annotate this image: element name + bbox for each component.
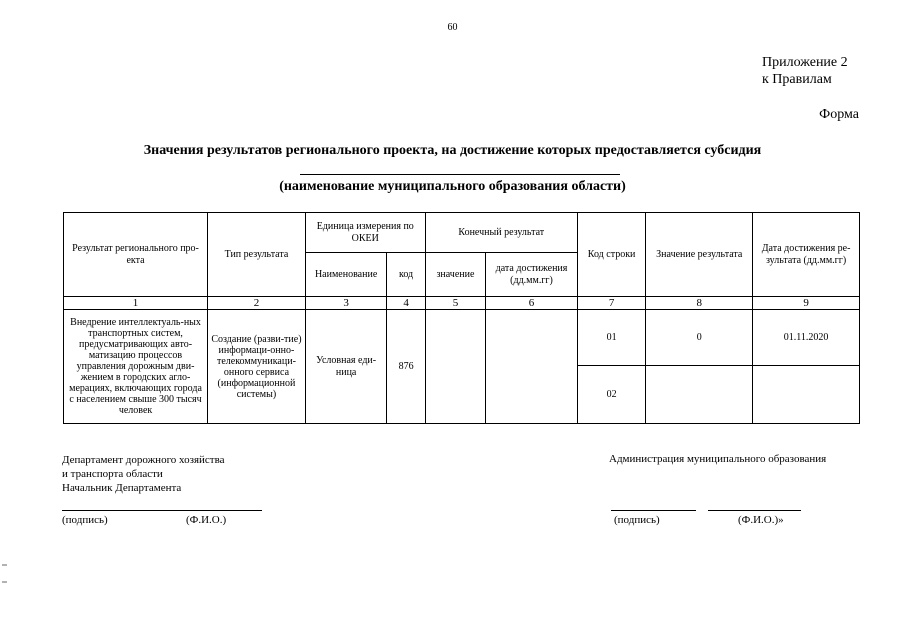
header-row-1: [64, 213, 860, 253]
table-row: [64, 310, 860, 366]
header-final-value: значение: [425, 253, 485, 297]
column-number: 5: [425, 297, 485, 310]
left-signature-label: (подпись): [62, 514, 108, 526]
right-name-line: [708, 510, 801, 511]
column-number: 8: [646, 297, 753, 310]
header-unit-name: Наименование: [305, 253, 387, 297]
column-number: 6: [486, 297, 578, 310]
page-number: 60: [447, 22, 458, 33]
header-type: Тип результата: [208, 213, 306, 297]
cell-result-value: [646, 366, 753, 424]
header-unit-group: Единица измерения по ОКЕИ: [305, 213, 425, 253]
column-number: 3: [305, 297, 387, 310]
cell-row-code: 01: [577, 310, 646, 366]
appendix-reference: [762, 54, 848, 88]
cell-final-value: [425, 310, 485, 424]
header-unit-code: код: [387, 253, 425, 297]
left-signatory-org: [62, 453, 225, 495]
document-title: Значения результатов регионального проекта, на достижение которых предоставляется субсидия: [143, 143, 762, 158]
title-underline: [300, 174, 620, 175]
left-org-line-2: и транспорта области: [62, 468, 163, 480]
left-org-line-1: Департамент дорожного хозяйства: [62, 454, 225, 466]
scan-edge-mark: [2, 562, 8, 586]
cell-achieve-date: 01.11.2020: [753, 310, 860, 366]
cell-row-code: 02: [577, 366, 646, 424]
cell-result: Внедрение интеллектуаль-ных транспортных систем, предусматривающих авто-матизацию процессов управления дорожным дви-жением в городских агло-мерациях, включающих города с населением свыше 300 тысяч человек: [64, 310, 208, 424]
column-number: 4: [387, 297, 425, 310]
cell-final-date: [486, 310, 578, 424]
right-signature-line: [611, 510, 696, 511]
results-table: [63, 212, 860, 424]
form-label: Форма: [819, 107, 859, 122]
appendix-line-1: Приложение 2: [762, 55, 848, 70]
document-subtitle: (наименование муниципального образования области): [279, 179, 626, 194]
column-number: 2: [208, 297, 306, 310]
left-name-label: (Ф.И.О.): [186, 514, 227, 526]
left-signature-line: [62, 510, 262, 511]
left-org-line-3: Начальник Департамента: [62, 482, 182, 494]
header-result: Результат регионального про-екта: [64, 213, 208, 297]
header-row-code: Код строки: [577, 213, 646, 297]
right-signatory-org: Администрация муниципального образования: [609, 453, 827, 465]
right-signature-label: (подпись): [614, 514, 660, 526]
header-result-value: Значение результата: [646, 213, 753, 297]
appendix-line-2: к Правилам: [762, 72, 832, 87]
cell-unit-name: Условная еди-ница: [305, 310, 387, 424]
right-name-label: (Ф.И.О.)»: [738, 514, 784, 526]
header-final-date: дата достижения (дд.мм.гг): [486, 253, 578, 297]
header-achieve-date: Дата достижения ре-зультата (дд.мм.гг): [753, 213, 860, 297]
cell-result-value: 0: [646, 310, 753, 366]
header-final-group: Конечный результат: [425, 213, 577, 253]
cell-achieve-date: [753, 366, 860, 424]
column-number: 1: [64, 297, 208, 310]
column-number: 9: [753, 297, 860, 310]
column-number-row: [64, 297, 860, 310]
cell-unit-code: 876: [387, 310, 425, 424]
cell-type: Создание (разви-тие) информаци-онно-телекоммуникаци-онного сервиса (информационной системы): [208, 310, 306, 424]
column-number: 7: [577, 297, 646, 310]
